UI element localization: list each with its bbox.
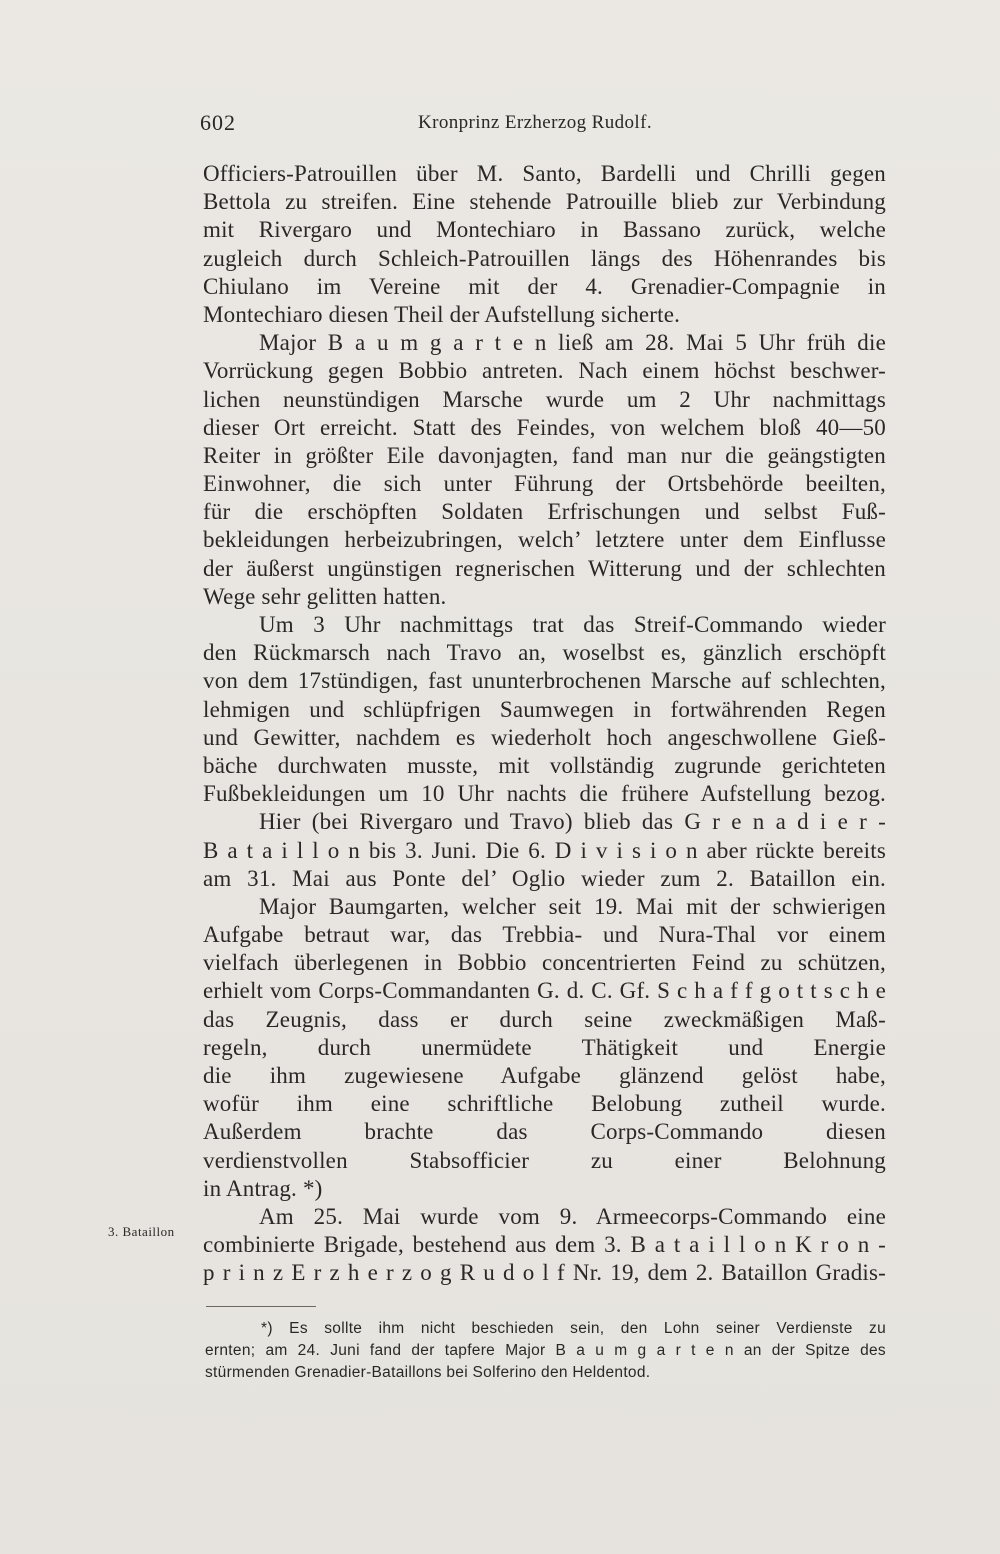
text-line: und Gewitter, nachdem es wiederholt hoch angeschwollene Gieß- — [203, 724, 886, 750]
text-line: bekleidungen herbeizubringen, welch’ letztere unter dem Einflusse — [203, 527, 886, 553]
text-line: Reiter in größter Eile davonjagten, fand man nur die geängstigten — [203, 442, 886, 468]
footnote — [205, 1318, 886, 1384]
text-line: Fußbekleidungen um 10 Uhr nachts die frühere Aufstellung bezog. — [203, 781, 886, 807]
text-line: zugleich durch Schleich-Patrouillen längs des Höhenrandes bis — [203, 245, 886, 271]
text-line: Am 25. Mai wurde vom 9. Armeecorps-Commando eine — [259, 1203, 886, 1229]
text-line: lehmigen und schlüpfrigen Saumwegen in fortwährenden Regen — [203, 696, 886, 722]
text-line: der äußerst ungünstigen regnerischen Witterung und der schlechten — [203, 555, 886, 581]
footnote-line: *) Es sollte ihm nicht beschieden sein, den Lohn seiner Verdienste zu — [261, 1320, 886, 1337]
text-line: Um 3 Uhr nachmittags trat das Streif-Commando wieder — [259, 612, 886, 637]
footnote-line: stürmenden Grenadier-Bataillons bei Solferino den Heldentod. — [205, 1364, 651, 1381]
text-line: verdienstvollen Stabsofficier zu einer Belohnung — [203, 1147, 886, 1173]
text-line: Wege sehr gelitten hatten. — [203, 583, 447, 609]
text-line: bäche durchwaten musste, mit vollständig zugrunde gerichteten — [203, 752, 886, 778]
page-number: 602 — [200, 110, 236, 135]
text-line: Major B a u m g a r t e n ließ am 28. Mai 5 Uhr früh die — [259, 330, 886, 356]
body-text — [203, 160, 886, 1288]
text-line: Montechiaro diesen Theil der Aufstellung sicherte. — [203, 301, 681, 327]
text-line: wofür ihm eine schriftliche Belobung zutheil wurde. — [203, 1091, 886, 1117]
text-line: Aufgabe betraut war, das Trebbia- und Nura-Thal vor einem — [203, 922, 886, 948]
text-line: erhielt vom Corps-Commandanten G. d. C. Gf. S c h a f f g o t t s c h e — [203, 978, 886, 1004]
text-line: das Zeugnis, dass er durch seine zweckmäßigen Maß- — [203, 1006, 886, 1032]
text-line: p r i n z E r z h e r z o g R u d o l f Nr. 19, dem 2. Bataillon Gradis- — [203, 1260, 886, 1286]
text-line: am 31. Mai aus Ponte del’ Oglio wieder zum 2. Bataillon ein. — [203, 865, 886, 891]
page-header — [200, 110, 890, 144]
text-line: Einwohner, die sich unter Führung der Ortsbehörde beeilten, — [203, 471, 886, 497]
text-line: regeln, durch unermüdete Thätigkeit und Energie — [203, 1034, 886, 1060]
text-line: Officiers-Patrouillen über M. Santo, Bardelli und Chrilli gegen — [203, 161, 886, 186]
text-line: die ihm zugewiesene Aufgabe glänzend gelöst habe, — [203, 1063, 886, 1088]
text-line: Hier (bei Rivergaro und Travo) blieb das G r e n a d i e r - — [259, 809, 886, 835]
margin-note: 3. Bataillon — [108, 1224, 175, 1239]
text-line: in Antrag. *) — [203, 1175, 323, 1201]
text-line: combinierte Brigade, bestehend aus dem 3. B a t a i l l o n K r o n - — [203, 1232, 886, 1258]
text-line: mit Rivergaro und Montechiaro in Bassano zurück, welche — [203, 217, 886, 243]
running-head: Kronprinz Erzherzog Rudolf. — [418, 112, 652, 133]
text-line: Bettola zu streifen. Eine stehende Patrouille blieb zur Verbindung — [203, 189, 886, 215]
text-line: lichen neunstündigen Marsche wurde um 2 Uhr nachmittags — [203, 386, 886, 412]
text-line: von dem 17stündigen, fast ununterbrochenen Marsche auf schlechten, — [203, 668, 886, 694]
text-line: für die erschöpften Soldaten Erfrischungen und selbst Fuß- — [203, 499, 886, 525]
text-line: vielfach überlegenen in Bobbio concentrierten Feind zu schützen, — [203, 950, 886, 976]
footnote-rule — [206, 1306, 316, 1307]
text-line: Vorrückung gegen Bobbio antreten. Nach einem höchst beschwer- — [203, 358, 886, 384]
text-line: Außerdem brachte das Corps-Commando diesen — [203, 1119, 886, 1145]
text-line: dieser Ort erreicht. Statt des Feindes, von welchem bloß 40—50 — [203, 414, 886, 440]
footnote-line: ernten; am 24. Juni fand der tapfere Major B a u m g a r t e n an der Spitze des — [205, 1342, 886, 1359]
text-line: Chiulano im Vereine mit der 4. Grenadier-Compagnie in — [203, 273, 886, 299]
text-line: Major Baumgarten, welcher seit 19. Mai mit der schwierigen — [259, 893, 886, 919]
text-line: B a t a i l l o n bis 3. Juni. Die 6. D i v i s i o n aber rückte bereits — [203, 837, 886, 863]
text-line: den Rückmarsch nach Travo an, woselbst es, gänzlich erschöpft — [203, 640, 886, 666]
